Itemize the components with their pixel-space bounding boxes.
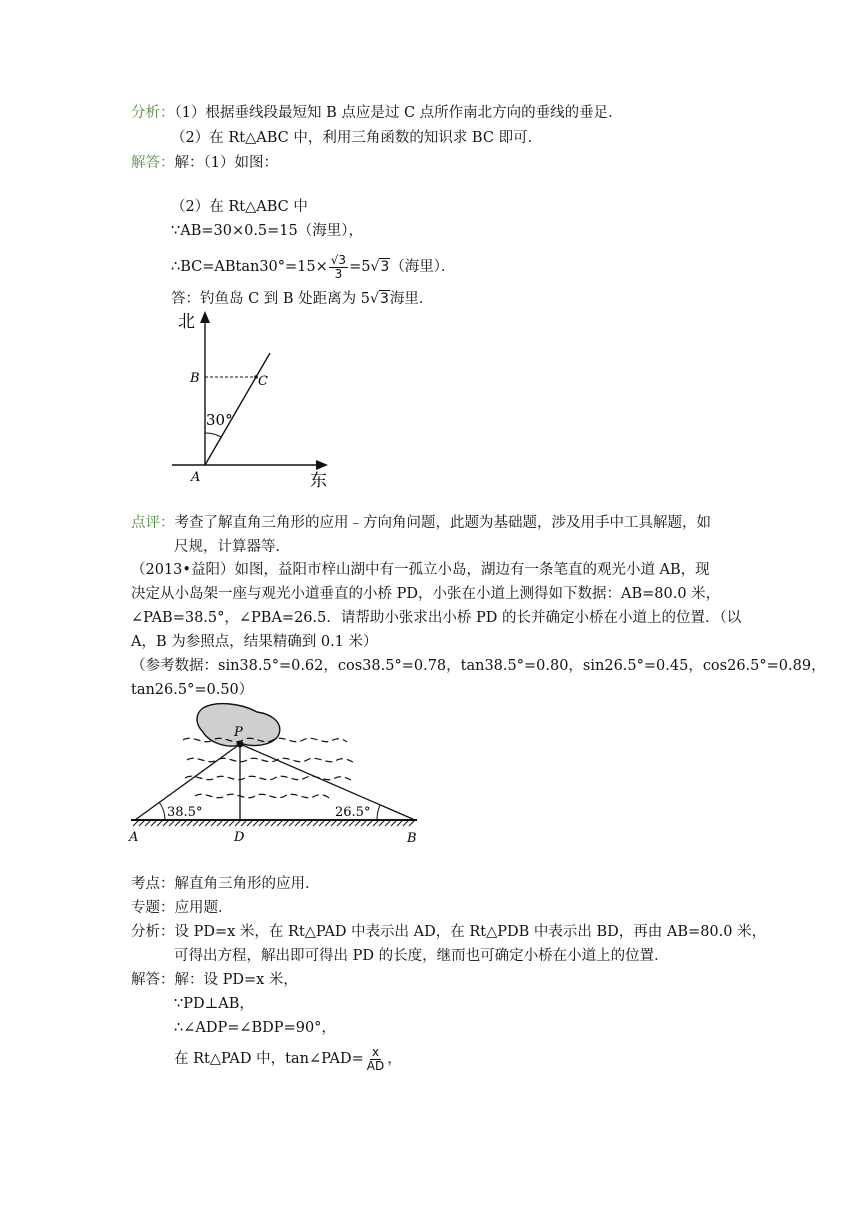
answer-line-1 (131, 153, 278, 173)
step-3-c: （海里）． (390, 259, 456, 275)
analysis-line-1 (131, 103, 623, 123)
label-a2: A (129, 830, 139, 845)
problem-4: A，B 为参照点，结果精确到 0.1 米） (131, 634, 378, 650)
step-3-a: ∴BC=ABtan30°=15× (171, 259, 328, 275)
bridge-figure (125, 698, 430, 848)
analysis2-line-1 (131, 922, 766, 942)
fraction-sqrt3-over-3 (329, 254, 348, 281)
problem-1: （2013•益阳）如图，益阳市梓山湖中有一孤立小岛，湖边有一条笔直的观光小道 AB，现 (131, 562, 710, 578)
label-p: P (234, 725, 243, 740)
answer2-label: 解答： (131, 972, 175, 988)
step-4-b: 海里． (389, 291, 434, 307)
answer-text-1: 解：（1）如图： (174, 155, 278, 171)
label-a: A (191, 470, 201, 485)
north-label: 北 (178, 312, 195, 332)
step-2: ∵AB=30×0.5=15（海里）， (171, 223, 364, 239)
step-3-b: =5 (349, 259, 371, 275)
answer2-text-4a: 在 Rt△PAD 中，tan∠PAD= (174, 1051, 364, 1067)
ray-ac (205, 353, 270, 465)
east-arrowhead (316, 460, 328, 470)
angle-arc-b (377, 805, 380, 820)
comment-line-1 (131, 513, 711, 533)
answer2-text-1: 解：设 PD=x 米， (174, 972, 298, 988)
comment-text-1: 考查了解直角三角形的应用﹣方向角问题，此题为基础题，涉及用手中工具解题，如 (174, 515, 711, 531)
reference-2: tan26.5°=0.50） (131, 682, 254, 698)
water-waves (183, 738, 353, 798)
answer2-line-4 (174, 1044, 402, 1074)
fraction-numerator: √3 (330, 252, 347, 267)
angle-label: 30° (206, 411, 233, 429)
problem-3: ∠PAB=38.5°，∠PBA=26.5．请帮助小张求出小桥 PD 的长并确定小桥在小道上的位置．（以 (131, 610, 742, 626)
fraction-denominator-ad: AD (366, 1058, 385, 1073)
answer2-line-1 (131, 970, 298, 990)
label-d: D (234, 830, 245, 845)
label-c: C (258, 374, 268, 389)
north-arrowhead (200, 311, 210, 323)
answer-label: 解答： (131, 155, 175, 171)
step-3 (171, 252, 456, 282)
angle-label-a: 38.5° (167, 805, 203, 820)
fraction-denominator: 3 (334, 266, 343, 281)
analysis2-text-2: 可得出方程，解出即可得出 PD 的长度，继而也可确定小桥在小道上的位置． (174, 948, 669, 964)
label-b2: B (407, 831, 417, 846)
label-b: B (190, 371, 200, 386)
answer2-text-2: ∵PD⊥AB， (174, 996, 254, 1012)
angle-arc (205, 433, 221, 437)
sqrt-3: √3 (370, 259, 390, 275)
comment-text-2: 尺规，计算器等． (174, 539, 290, 555)
analysis-text-1: （1）根据垂线段最短知 B 点应是过 C 点所作南北方向的垂线的垂足． (174, 105, 623, 121)
point-p (237, 741, 244, 748)
angle-label-b: 26.5° (335, 805, 371, 820)
segment-pb (240, 744, 415, 820)
problem-2: 决定从小岛架一座与观光小道垂直的小桥 PD，小张在小道上测得如下数据：AB=80.0 米， (131, 586, 721, 602)
sqrt-3-b: √3 (370, 291, 389, 307)
direction-figure (170, 305, 340, 495)
reference-1: （参考数据：sin38.5°=0.62，cos38.5°=0.78，tan38.5°=0.80，sin26.5°=0.45，cos26.5°=0.89， (131, 658, 826, 674)
point-line: 考点：解直角三角形的应用． (131, 876, 320, 892)
step-1: （2）在 Rt△ABC 中 (171, 199, 308, 215)
analysis2-label: 分析： (131, 924, 175, 940)
analysis2-text-1: 设 PD=x 米，在 Rt△PAD 中表示出 AD，在 Rt△PDB 中表示出 BD，再由 AB=80.0 米， (174, 924, 767, 940)
east-label: 东 (310, 471, 327, 491)
analysis-label: 分析： (131, 105, 175, 121)
fraction-numerator-x: x (371, 1044, 380, 1059)
topic-line: 专题：应用题． (131, 900, 233, 916)
analysis-text-2: （2）在 Rt△ABC 中，利用三角函数的知识求 BC 即可． (171, 130, 543, 146)
comment-label: 点评： (131, 515, 175, 531)
angle-arc-a (159, 802, 165, 820)
fraction-x-over-ad (365, 1046, 386, 1073)
answer2-text-4b: ， (387, 1051, 402, 1067)
answer2-text-3: ∴∠ADP=∠BDP=90°， (174, 1020, 336, 1036)
step-4-a: 答：钓鱼岛 C 到 B 处距离为 5 (171, 291, 371, 307)
